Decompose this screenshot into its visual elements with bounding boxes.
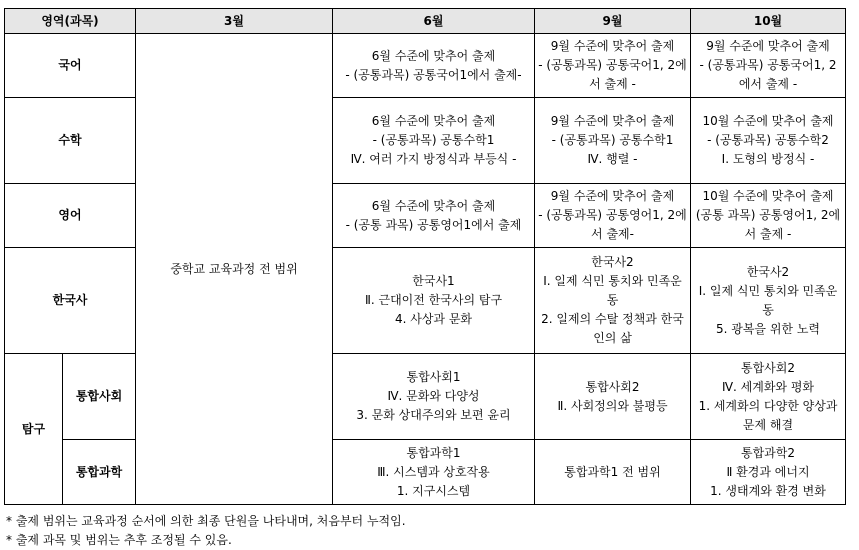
korean-october-cell (691, 34, 846, 98)
social-june-cell (333, 354, 535, 440)
history-june-cell (333, 248, 535, 354)
history-oct-line: 한국사2 (746, 264, 790, 279)
math-oct-line: 10월 수준에 맞추어 출제 (702, 114, 834, 128)
subject-korean: 국어 (5, 34, 136, 98)
science-oct-line: Ⅱ 환경과 에너지 (726, 464, 810, 479)
history-sep-line: 2. 일제의 수탈 정책과 한국인의 삶 (541, 312, 684, 345)
english-oct-line: (공통 과목) 공통영어1, 2에서 출제 - (695, 208, 841, 241)
science-sep-line: 통합과학1 전 범위 (564, 464, 661, 479)
korean-june-line: 6월 수준에 맞추어 출제 (371, 48, 496, 63)
science-june-line: 통합과학1 (406, 445, 461, 460)
row-math (5, 98, 846, 184)
math-sep-line: Ⅳ. 행렬 - (587, 152, 638, 166)
math-june-cell (333, 98, 535, 184)
row-science (5, 440, 846, 505)
social-oct-line: 통합사회2 (740, 360, 795, 375)
korean-oct-line: - (공통과목) 공통국어1, 2에서 출제 - (699, 58, 837, 91)
science-oct-line: 1. 생태계와 환경 변화 (710, 483, 826, 498)
korean-sep-line: 9월 수준에 맞추어 출제 (550, 39, 675, 53)
march-scope-cell: 중학교 교육과정 전 범위 (136, 34, 333, 505)
math-oct-line: Ⅰ. 도형의 방정식 - (721, 152, 815, 166)
english-june-line: 6월 수준에 맞추어 출제 (371, 198, 496, 213)
row-history (5, 248, 846, 354)
header-march: 3월 (136, 9, 333, 34)
math-september-cell (535, 98, 691, 184)
social-june-line: Ⅳ. 문화와 다양성 (387, 389, 480, 403)
social-oct-line: 1. 세계화의 다양한 양상과 문제 해결 (698, 398, 838, 432)
header-september: 9월 (535, 9, 691, 34)
history-oct-line: Ⅰ. 일제 식민 통치와 민족운동 (698, 283, 838, 317)
history-oct-line: 5. 광복을 위한 노력 (715, 321, 821, 336)
header-row (5, 9, 846, 34)
science-oct-line: 통합과학2 (740, 445, 795, 460)
science-september-cell (535, 440, 691, 505)
english-june-line: - (공통 과목) 공통영어1에서 출제 (345, 217, 522, 232)
math-june-line: 6월 수준에 맞추어 출제 (371, 114, 496, 128)
math-october-cell (691, 98, 846, 184)
math-sep-line: 9월 수준에 맞추어 출제 (550, 114, 675, 128)
header-october: 10월 (691, 9, 846, 34)
history-september-cell (535, 248, 691, 354)
subject-math: 수학 (5, 98, 136, 184)
social-june-line: 3. 문화 상대주의와 보편 윤리 (356, 408, 511, 422)
footnote-cumulative: * 출제 범위는 교육과정 순서에 의한 최종 단원을 나타내며, 처음부터 누적임. (6, 514, 406, 528)
social-june-line: 통합사회1 (406, 370, 461, 384)
exam-scope-table (4, 8, 846, 505)
row-social (5, 354, 846, 440)
social-sep-line: 통합사회2 (585, 379, 640, 394)
footnote-adjustment: * 출제 과목 및 범위는 추후 조정될 수 있음. (6, 533, 232, 547)
korean-oct-line: 9월 수준에 맞추어 출제 (706, 39, 830, 53)
english-sep-line: 9월 수준에 맞추어 출제 (550, 189, 675, 203)
math-oct-line: - (공통과목) 공통수학2 (707, 133, 829, 147)
history-sep-line: 한국사2 (591, 255, 634, 269)
english-october-cell (691, 184, 846, 248)
english-june-cell (333, 184, 535, 248)
social-october-cell (691, 354, 846, 440)
science-june-cell (333, 440, 535, 505)
subject-social: 통합사회 (63, 354, 136, 440)
math-june-line: Ⅳ. 여러 가지 방정식과 부등식 - (350, 152, 517, 166)
row-korean (5, 34, 846, 98)
history-june-line: 4. 사상과 문화 (394, 312, 473, 326)
korean-june-line: - (공통과목) 공통국어1에서 출제- (345, 67, 522, 82)
math-sep-line: - (공통과목) 공통수학1 (551, 133, 674, 147)
history-sep-line: Ⅰ. 일제 식민 통치와 민족운동 (543, 274, 682, 307)
history-june-line: 한국사1 (412, 274, 455, 288)
subject-inquiry: 탐구 (5, 354, 63, 505)
header-area: 영역(과목) (5, 9, 136, 34)
history-october-cell (691, 248, 846, 354)
subject-english: 영어 (5, 184, 136, 248)
english-sep-line: - (공통과목) 공통영어1, 2에서 출제- (538, 208, 687, 241)
science-june-line: Ⅲ. 시스템과 상호작용 (377, 464, 490, 479)
science-october-cell (691, 440, 846, 505)
row-english (5, 184, 846, 248)
science-june-line: 1. 지구시스템 (396, 483, 471, 498)
subject-science: 통합과학 (63, 440, 136, 505)
korean-june-cell (333, 34, 535, 98)
social-oct-line: Ⅳ. 세계화와 평화 (721, 379, 815, 394)
social-september-cell (535, 354, 691, 440)
english-oct-line: 10월 수준에 맞추어 출제 (702, 189, 834, 203)
korean-sep-line: - (공통과목) 공통국어1, 2에서 출제 - (538, 58, 687, 91)
footnotes (6, 512, 406, 550)
english-september-cell (535, 184, 691, 248)
subject-history: 한국사 (5, 248, 136, 354)
social-sep-line: Ⅱ. 사회정의와 불평등 (557, 398, 668, 413)
header-june: 6월 (333, 9, 535, 34)
korean-september-cell (535, 34, 691, 98)
history-june-line: Ⅱ. 근대이전 한국사의 탐구 (364, 293, 503, 307)
math-june-line: - (공통과목) 공통수학1 (372, 133, 495, 147)
